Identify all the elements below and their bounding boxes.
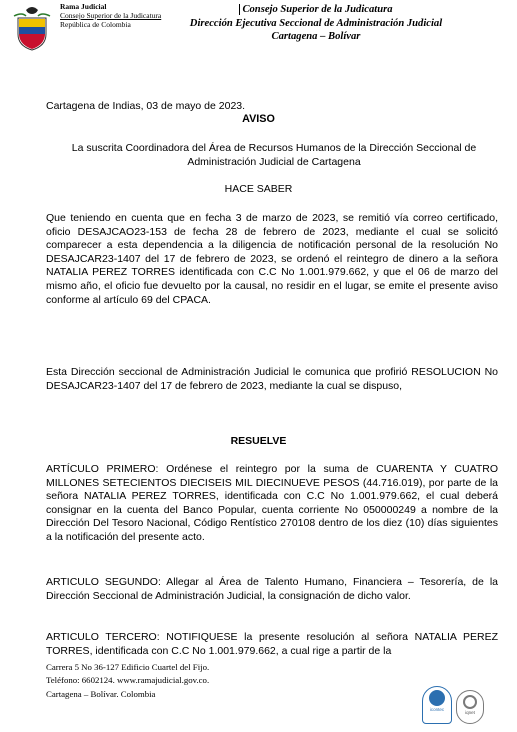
footer-city: Cartagena – Bolívar. Colombia	[46, 688, 156, 699]
header-title-1: Consejo Superior de la Judicatura	[239, 4, 392, 15]
hace-saber-heading: HACE SABER	[224, 183, 293, 195]
icontec-badge-label: icontec	[429, 707, 445, 712]
org-line-3: República de Colombia	[60, 20, 131, 29]
date-line: Cartagena de Indias, 03 de mayo de 2023.	[46, 100, 246, 112]
iqnet-badge-label: iqnet	[465, 710, 475, 715]
paragraph-2: Esta Dirección seccional de Administración Judicial le comunica que profirió RESOLUCION No DESAJCAR23-1407 del 17 de febrero de 2023, mediante la cual se dispuso,	[46, 366, 498, 392]
organization-block	[60, 2, 161, 29]
article-1: ARTÍCULO PRIMERO: Ordénese el reintegro por la suma de CUARENTA Y CUATRO MILLONES SETECIENTOS DIECISEIS MIL DIECINUEVE PESOS (44.716.019), por parte de la señora NATALIA PEREZ TORRES, identificada con C.C No 1.001.979.662, el cual deberá consignar en la cuenta del Banco Popular, cuenta corriente No 050000249 a nombre de la Dirección Del Tesoro Nacional, Código Rentístico 270108 dentro de los diez (10) días siguientes a la notificación del presente acto.	[46, 463, 498, 543]
iqnet-certification-badge	[456, 690, 484, 724]
org-line-2: Consejo Superior de la Judicatura	[60, 11, 162, 20]
rama-judicial-logo	[8, 4, 56, 52]
footer-address: Carrera 5 No 36-127 Edificio Cuartel del Fijo.	[46, 662, 210, 672]
iqnet-logo-icon	[463, 695, 477, 709]
aviso-heading: AVISO	[242, 113, 275, 125]
footer-phone: Teléfono: 6602124. www.ramajudicial.gov.co.	[46, 675, 210, 686]
intro-paragraph: La suscrita Coordinadora del Área de Recursos Humanos de la Dirección Seccional de Administración Judicial de Cartagena	[71, 142, 477, 168]
header-title-block	[150, 3, 482, 44]
resuelve-heading: RESUELVE	[230, 435, 287, 447]
org-line-1: Rama Judicial	[60, 2, 107, 11]
paragraph-1: Que teniendo en cuenta que en fecha 3 de marzo de 2023, se remitió vía correo certificado, oficio DESAJCAO23-153 de fecha 28 de febrero de 2023, mediante el cual se solicitó comparecer a esta dependencia a la diligencia de notificación personal de la resolución No DESAJCAR23-1407 del 17 de febrero de 2023, se ordenó el reintegro de dinero a la señora NATALIA PEREZ TORRES identificada con C.C No 1.001.979.662, y que el 06 de marzo del mismo año, el oficio fue devuelto por la causal, no residir en el lugar, se emite el presente aviso conforme al artículo 69 del CPACA.	[46, 212, 498, 306]
header-title-3: Cartagena – Bolívar	[271, 31, 361, 42]
header-title-2: Dirección Ejecutiva Seccional de Administración Judicial	[189, 17, 443, 29]
footer	[46, 661, 209, 701]
icontec-certification-badge	[422, 686, 452, 724]
article-3: ARTICULO TERCERO: NOTIFIQUESE la presente resolución al señora NATALIA PEREZ TORRES, identificada con C.C No 1.001.979.662, a cual rige a partir de la	[46, 631, 498, 657]
article-2: ARTICULO SEGUNDO: Allegar al Área de Talento Humano, Financiera – Tesorería, de la Dirección Seccional de Administración Judicial, la consignación de dicho valor.	[46, 576, 498, 602]
icontec-logo-icon	[429, 690, 445, 706]
